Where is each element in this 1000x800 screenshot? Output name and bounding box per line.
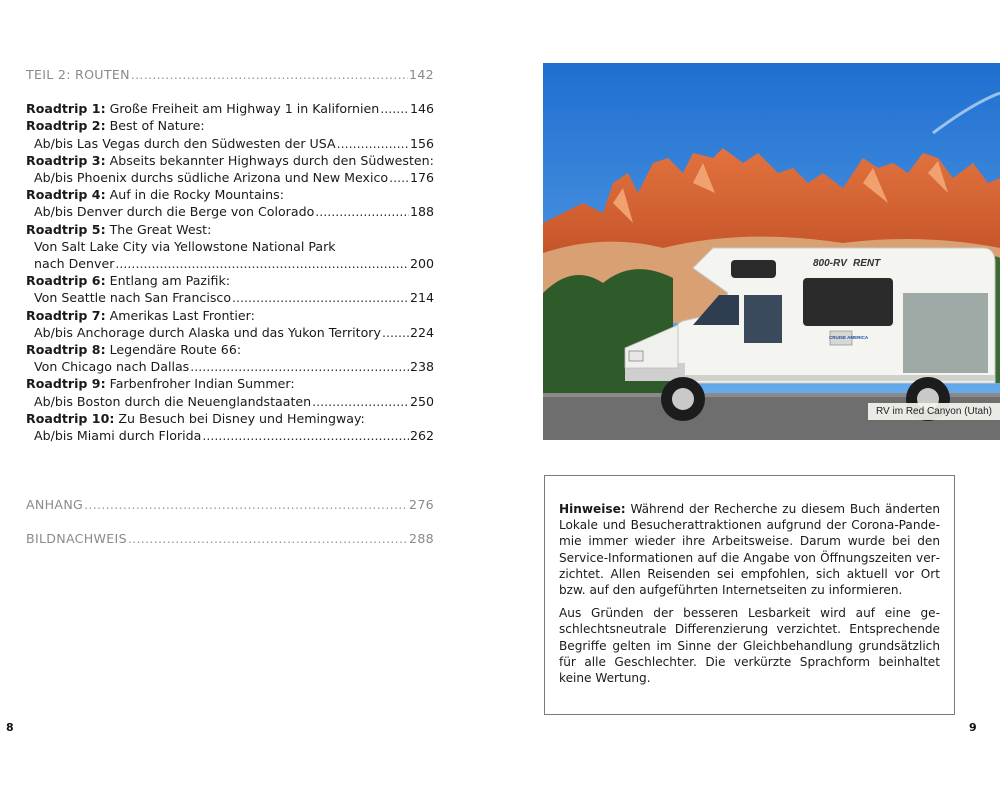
toc-page-number: 214 [409, 290, 434, 306]
toc-section-bildnachweis[interactable] [26, 530, 434, 547]
toc-entry-roadtrip-1[interactable] [26, 100, 434, 117]
toc-entry-number: Roadtrip 4: [26, 187, 106, 203]
toc-entry-subtitle-text: Ab/bis Denver durch die Berge von Colorado [34, 204, 315, 220]
toc-entry-number: Roadtrip 2: [26, 118, 106, 134]
leader-dots [389, 169, 409, 186]
toc-page-number: 288 [409, 531, 434, 547]
toc-page-number: 156 [409, 135, 434, 151]
toc-entry-number: Roadtrip 10: [26, 410, 115, 426]
toc-entry-title: Legendäre Route 66: [105, 342, 242, 358]
toc-entry-subtitle-text: Von Seattle nach San Francisco [34, 290, 232, 306]
toc-entry-number: Roadtrip 1: [26, 101, 106, 117]
toc-entry-subtitle[interactable] [26, 427, 434, 444]
notice-box [544, 475, 955, 715]
photo-caption: RV im Red Canyon (Utah) [868, 403, 1000, 420]
leader-dots [115, 255, 409, 272]
rv-canyon-illustration [543, 63, 1000, 440]
toc-page-number: 176 [409, 170, 434, 186]
toc-entry-number: Roadtrip 6: [26, 273, 106, 289]
toc-section-label: BILDNACHWEIS [26, 531, 127, 547]
toc-entry-subtitle-text: Ab/bis Boston durch die Neuenglandstaaten [34, 393, 312, 409]
toc-entry-subtitle-text: Ab/bis Las Vegas durch den Südwesten der USA [34, 135, 336, 151]
toc-page-number: 200 [409, 256, 434, 272]
toc-entry-title: Best of Nature: [105, 118, 205, 134]
toc-entry-title: Auf in die Rocky Mountains: [105, 187, 284, 203]
toc-entry-subtitle-text: nach Denver [34, 256, 115, 272]
toc-page-number: 224 [409, 324, 434, 340]
toc-page-number: 262 [409, 428, 434, 444]
toc-entry-subtitle[interactable] [26, 324, 434, 341]
toc-page-number: 250 [409, 393, 434, 409]
toc-entry-title: Farbenfroher Indian Summer: [105, 376, 295, 392]
table-of-contents [26, 66, 434, 548]
leader-dots [380, 100, 409, 117]
toc-entry-subtitle[interactable] [26, 255, 434, 272]
page-number-left: 8 [6, 721, 14, 734]
toc-entry-roadtrip-2[interactable] [26, 117, 434, 134]
toc-entry-title: Entlang am Pazifik: [105, 273, 230, 289]
toc-section-anhang[interactable] [26, 496, 434, 513]
toc-entry-number: Roadtrip 5: [26, 221, 106, 237]
toc-page-number: 188 [409, 204, 434, 220]
toc-entry-roadtrip-10[interactable] [26, 410, 434, 427]
notice-paragraph-2: Aus Gründen der besseren Lesbarkeit wird auf eine geschlechtsneutrale Differenzierung verzichtet. Entsprechende Begriffe gelten im Sinne der Gleichbehandlung grundsätzlich für alle Geschlechter. Die verkürzte Sprachform beinhaltet keine Wertung. [559, 606, 940, 686]
toc-entry-subtitle[interactable] [26, 203, 434, 220]
toc-entry-subtitle[interactable] [26, 169, 434, 186]
rv-photo [543, 63, 1000, 440]
toc-entry-title: Abseits bekannter Highways durch den Südwesten: [105, 152, 434, 168]
toc-entry-roadtrip-4[interactable] [26, 186, 434, 203]
toc-entry-title: Zu Besuch bei Disney und Hemingway: [114, 410, 365, 426]
toc-entry-subtitle[interactable] [26, 358, 434, 375]
toc-entry-roadtrip-9[interactable] [26, 375, 434, 392]
toc-entry-subtitle-text: Ab/bis Phoenix durchs südliche Arizona und New Mexico [34, 170, 389, 186]
rv-side-logo: CRUISE AMERICA [829, 335, 869, 340]
toc-entry-subtitle-text: Von Salt Lake City via Yellowstone National Park [34, 238, 336, 254]
toc-entry-subtitle-text: Von Chicago nach Dallas [34, 359, 190, 375]
toc-entry-number: Roadtrip 8: [26, 342, 106, 358]
toc-entry-subtitle [26, 238, 434, 255]
leader-dots [312, 393, 409, 410]
toc-entry-number: Roadtrip 3: [26, 152, 106, 168]
notice-text-1: Während der Recherche zu diesem Buch änderten Lokale und Besucherattraktionen aufgrund der Corona-Pandemie immer wieder ihre Arbeitsweise. Darum wurde bei den Service-Informationen auf die Angabe von Öffnungszeiten verzichtet. Allen Reisenden sei empfohlen, sich aktuell vor Ort bzw. auf den aufgeführten Internetseiten zu informieren. [559, 502, 940, 598]
toc-entry-title: The Great West: [105, 221, 212, 237]
toc-entry-subtitle[interactable] [26, 135, 434, 152]
rv-brand-text-2: RENT [853, 258, 881, 269]
toc-entry-subtitle[interactable] [26, 393, 434, 410]
leader-dots [84, 496, 408, 513]
leader-dots [337, 135, 409, 152]
toc-entry-number: Roadtrip 7: [26, 307, 106, 323]
toc-entry-roadtrip-5[interactable] [26, 221, 434, 238]
toc-page-number: 238 [409, 359, 434, 375]
leader-dots [315, 203, 409, 220]
toc-page-number: 142 [409, 67, 434, 82]
notice-paragraph-1 [559, 501, 940, 598]
leader-dots [382, 324, 409, 341]
leader-dots [131, 66, 408, 83]
page-number-right: 9 [969, 721, 977, 734]
toc-entry-title: Amerikas Last Frontier: [105, 307, 255, 323]
toc-entry-roadtrip-3[interactable] [26, 152, 434, 169]
notice-label: Hinweise: [559, 502, 626, 516]
toc-section-label: TEIL 2: ROUTEN [26, 67, 130, 82]
toc-section-label: ANHANG [26, 497, 84, 513]
toc-entry-title: Große Freiheit am Highway 1 in Kalifornien [105, 101, 380, 117]
toc-entry-roadtrip-6[interactable] [26, 272, 434, 289]
toc-entry-roadtrip-7[interactable] [26, 307, 434, 324]
toc-entry-number: Roadtrip 9: [26, 376, 106, 392]
toc-entry-subtitle[interactable] [26, 289, 434, 306]
leader-dots [232, 289, 409, 306]
toc-entry-roadtrip-8[interactable] [26, 341, 434, 358]
toc-page-number: 146 [409, 101, 434, 117]
toc-section-routen[interactable] [26, 66, 434, 83]
toc-entry-subtitle-text: Ab/bis Anchorage durch Alaska und das Yukon Territory [34, 324, 381, 340]
leader-dots [128, 530, 408, 547]
leader-dots [190, 358, 409, 375]
rv-brand-text: 800-RV [813, 258, 847, 269]
leader-dots [202, 427, 409, 444]
toc-entry-subtitle-text: Ab/bis Miami durch Florida [34, 428, 202, 444]
toc-page-number: 276 [409, 497, 434, 513]
